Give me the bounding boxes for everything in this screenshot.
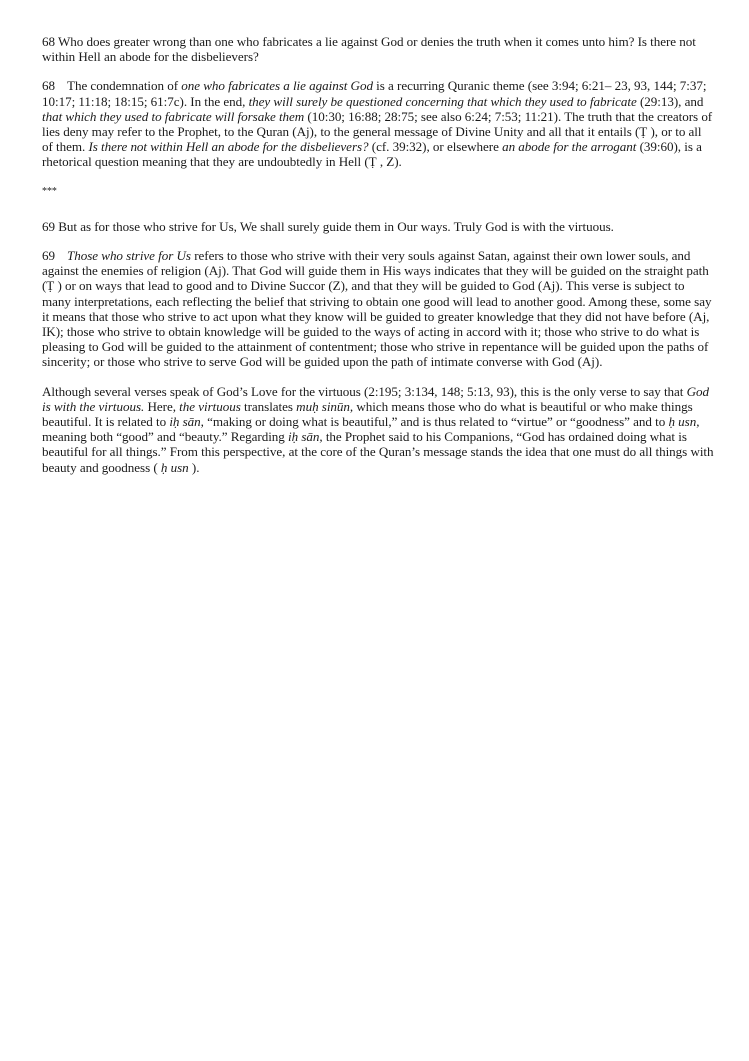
italic-quote: ḥ usn, [668, 414, 700, 430]
italic-quote: ḥ usn [160, 459, 189, 475]
text-run: which means those who do what is beautiful or who make things beautiful. It is related to [42, 398, 693, 430]
text-run: meaning both “good” and “beauty.” Regarding [42, 429, 289, 445]
text-run: “making or doing what is beautiful,” and is thus related to “virtue” or “goodness” and to [203, 414, 669, 430]
text-run: Here, [144, 398, 180, 414]
commentary-69 [42, 248, 714, 370]
commentary-number: 68 [42, 78, 55, 94]
commentary-69b-body [42, 384, 714, 475]
text-run: (39:60), is a rhetorical question meaning that they are undoubtedly in Hell (Ṭ , Z). [42, 139, 702, 170]
text-run: the Prophet said to his Companions, “God has ordained doing what is beautiful for all things.” From this perspective, at the core of the Quran’s message stands the idea that one must do all things with beauty and goodness ( [42, 429, 714, 475]
commentary-69-continued [42, 384, 714, 475]
italic-quote: muḥ sinūn, [296, 398, 354, 414]
italic-quote: an abode for the arrogant [502, 139, 637, 155]
text-run: refers to those who strive with their very souls against Satan, against their own lower souls, and against the enemies of religion (Aj). That God will guide them in His ways indicates that they will be guided on the straight path (Ṭ ) or on ways that lead to good and to Divine Succor (Z), and that they will be guided to God (Aj). This verse is subject to many interpretations, each reflecting the belief that striving to obtain one good will lead to another good. Among these, some say it means that those who strive to act upon what they know will be guided to greater knowledge that they did not have before (Aj, IK); those who strive to obtain knowledge will be guided to the ways of acting in accord with it; those who strive to do what is pleasing to God will be guided to the attainment of contentment; those who strive in repentance will be guided upon the paths of sincerity; or those who strive to serve God will be guided upon the path of intimate converse with God (Aj). [42, 248, 712, 370]
text-run: translates [240, 398, 297, 414]
italic-quote: Those who strive for Us [67, 248, 191, 264]
text-run: Although several verses speak of God’s Love for the virtuous (2:195; 3:134, 148; 5:13, 93), this is the only verse to say that [42, 383, 687, 399]
verse-68: 68 Who does greater wrong than one who fabricates a lie against God or denies the truth when it comes unto him? Is there not within Hell an abode for the disbelievers? [42, 34, 696, 65]
document-page [42, 34, 714, 489]
italic-quote: Is there not within Hell an abode for the disbelievers? [88, 139, 369, 155]
italic-quote: iḥ sān, [288, 429, 323, 445]
commentary-68-body [42, 78, 712, 169]
commentary-69-body [42, 248, 711, 369]
text-run: The condemnation of [67, 78, 182, 94]
text-run: ). [188, 459, 200, 475]
italic-quote: they will surely be questioned concerning that which they used to fabricate [248, 93, 637, 109]
commentary-number: 69 [42, 248, 55, 264]
text-run: is a recurring Quranic theme (see 3:94; 6:21– 23, 93, 144; 7:37; 10:17; 11:18; 18:15; 61:7c). In the end, [42, 78, 707, 109]
text-run: (29:13), and [636, 93, 704, 109]
section-separator: *** [42, 185, 57, 197]
italic-quote: iḥ sān, [169, 414, 204, 430]
italic-quote: God is with the virtuous. [42, 383, 710, 414]
commentary-68 [42, 78, 714, 169]
text-run: (cf. 39:32), or elsewhere [368, 139, 503, 155]
text-run: (10:30; 16:88; 28:75; see also 6:24; 7:53; 11:21). The truth that the creators of lies deny may refer to the Prophet, to the Quran (Aj), to the general message of Divine Unity and all that it entails (Ṭ ), or to all of them. [42, 108, 713, 155]
italic-quote: that which they used to fabricate will forsake them [42, 108, 305, 124]
italic-quote: the virtuous [179, 398, 241, 414]
verse-69: 69 But as for those who strive for Us, We shall surely guide them in Our ways. Truly God is with the virtuous. [42, 218, 614, 234]
italic-quote: one who fabricates a lie against God [181, 78, 373, 94]
